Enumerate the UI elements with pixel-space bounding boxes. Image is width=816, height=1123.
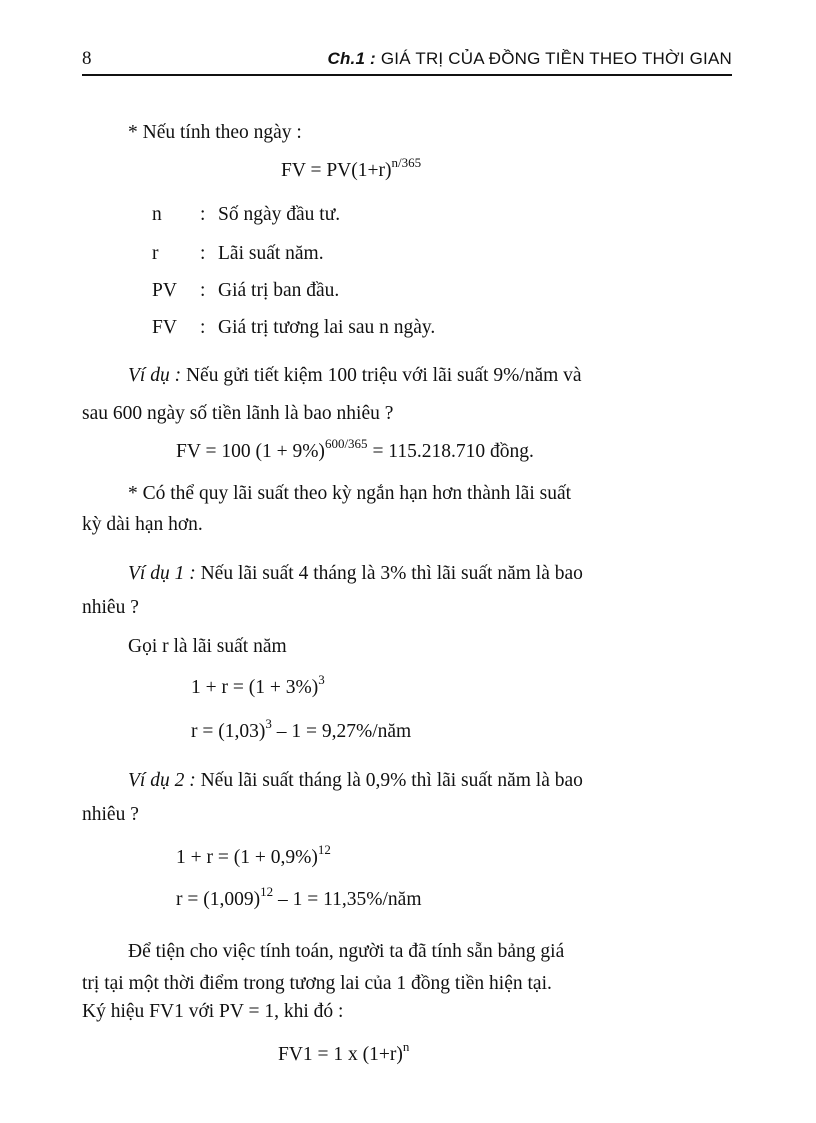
formula-exponent: n	[402, 1039, 410, 1054]
example-text: Nếu lãi suất tháng là 0,9% thì lãi suất năm là bao	[195, 770, 583, 791]
def-key: FV	[152, 317, 177, 338]
example-text: Nếu lãi suất 4 tháng là 3% thì lãi suất năm là bao	[195, 563, 583, 584]
table-intro-line-1: Để tiện cho việc tính toán, người ta đã tính sẵn bảng giá	[128, 941, 565, 962]
definition-pv	[152, 281, 339, 301]
formula-result: – 1 = 11,35%/năm	[273, 889, 422, 910]
formula-base: 1 + r = (1 + 3%)	[191, 677, 319, 698]
def-key: r	[152, 243, 159, 264]
def-sep: :	[200, 243, 206, 264]
def-key: PV	[152, 280, 177, 301]
example-label: Ví dụ :	[128, 365, 182, 386]
def-key: n	[152, 204, 162, 225]
formula-exponent: 12	[317, 842, 331, 857]
chapter-label: Ch.1 :	[327, 49, 376, 68]
formula-base: r = (1,03)	[191, 721, 266, 742]
formula-base: FV = PV(1+r)	[281, 160, 392, 181]
def-text: Giá trị tương lai sau n ngày.	[218, 317, 436, 338]
example-label: Ví dụ 2 :	[128, 770, 196, 791]
def-sep: :	[200, 204, 206, 225]
example-label: Ví dụ 1 :	[128, 563, 196, 584]
example-text: Nếu gửi tiết kiệm 100 triệu với lãi suất 9%/năm và	[181, 365, 582, 386]
table-intro-line-3: Ký hiệu FV1 với PV = 1, khi đó :	[82, 1001, 344, 1022]
by-day-heading: * Nếu tính theo ngày :	[128, 122, 302, 143]
formula-fv-daily	[281, 155, 422, 181]
formula-result: = 115.218.710 đồng.	[367, 441, 534, 462]
formula-exponent: 3	[318, 672, 325, 687]
formula-exponent: 3	[265, 716, 272, 731]
example-1-line-2: nhiêu ?	[82, 597, 139, 618]
example-1-call: Gọi r là lãi suất năm	[128, 636, 287, 657]
definition-fv	[152, 318, 435, 338]
formula-base: r = (1,009)	[176, 889, 261, 910]
example-1-formula-2	[191, 716, 412, 742]
formula-result: – 1 = 9,27%/năm	[271, 721, 412, 742]
formula-base: FV1 = 1 x (1+r)	[278, 1044, 403, 1065]
definition-r	[152, 244, 324, 264]
example-1-formula-1	[191, 672, 325, 698]
def-text: Số ngày đầu tư.	[218, 204, 341, 225]
chapter-title	[327, 49, 732, 69]
convert-line-2: kỳ dài hạn hơn.	[82, 514, 203, 535]
formula-exponent: n/365	[391, 155, 422, 170]
formula-exponent: 600/365	[324, 436, 368, 451]
table-intro-line-2: trị tại một thời điểm trong tương lai của 1 đồng tiền hiện tại.	[82, 973, 552, 994]
example-2-line-2: nhiêu ?	[82, 804, 139, 825]
formula-exponent: 12	[260, 884, 274, 899]
convert-line-1: * Có thể quy lãi suất theo kỳ ngắn hạn hơn thành lãi suất	[128, 483, 572, 504]
formula-fv1	[278, 1039, 410, 1065]
def-sep: :	[200, 280, 206, 301]
example-0-formula	[176, 436, 534, 462]
def-text: Giá trị ban đầu.	[218, 280, 340, 301]
formula-base: FV = 100 (1 + 9%)	[176, 441, 325, 462]
example-0-line-1	[128, 366, 582, 386]
chapter-title-text: GIÁ TRỊ CỦA ĐỒNG TIỀN THEO THỜI GIAN	[380, 49, 732, 68]
example-2-line-1	[128, 771, 583, 791]
example-0-line-2: sau 600 ngày số tiền lãnh là bao nhiêu ?	[82, 403, 394, 424]
page-number: 8	[82, 48, 92, 69]
definition-n	[152, 205, 340, 225]
formula-base: 1 + r = (1 + 0,9%)	[176, 847, 318, 868]
page-header	[82, 48, 732, 76]
example-2-formula-1	[176, 842, 331, 868]
example-1-line-1	[128, 564, 583, 584]
def-sep: :	[200, 317, 206, 338]
example-2-formula-2	[176, 884, 422, 910]
def-text: Lãi suất năm.	[218, 243, 324, 264]
